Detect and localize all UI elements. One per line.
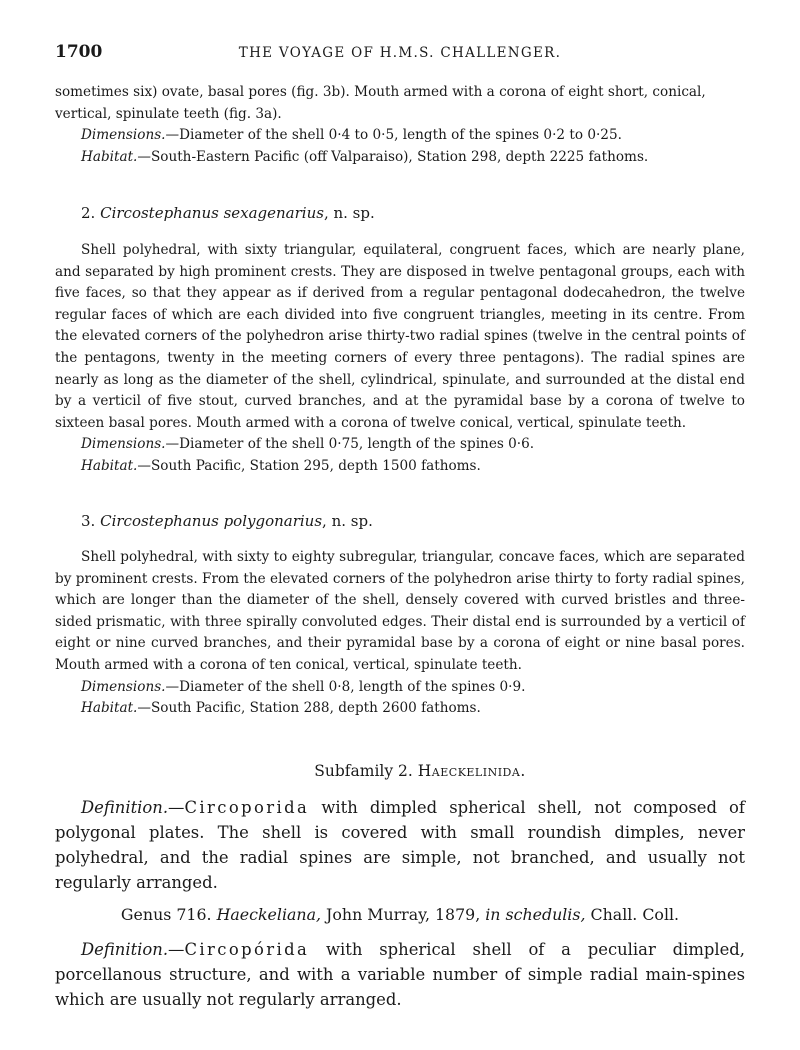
species-number: 3. (81, 512, 96, 530)
genus-heading (55, 905, 745, 924)
definition-label: Definition. (81, 940, 169, 959)
definition-text: with dimpled spherical shell, not composed of polygonal plates. The shell is covered with small roundish dimples, never polyhedral, and the radial spines are simple, not branched, and usually not regularly arranged. (55, 798, 745, 892)
dimensions-line (55, 677, 745, 699)
dimensions-label: Dimensions. (81, 127, 166, 144)
definition-group: Circoporida (184, 798, 310, 817)
subfamily-name: Haeckelinida. (417, 762, 526, 780)
dimensions-label: Dimensions. (81, 436, 166, 453)
species-1-continuation (55, 82, 745, 168)
running-head (55, 42, 745, 66)
dimensions-label: Dimensions. (81, 678, 166, 695)
genus-note: in schedulis, (485, 905, 586, 924)
habitat-line (55, 698, 745, 720)
dimensions-text: —Diameter of the shell 0·4 to 0·5, length of the spines 0·2 to 0·25. (165, 127, 622, 144)
genus-authority: John Murray, 1879, (321, 905, 486, 924)
definition-dash: — (168, 798, 185, 817)
definition-paragraph (55, 795, 745, 895)
species-heading (55, 203, 745, 225)
running-title: THE VOYAGE OF H.M.S. CHALLENGER. (238, 45, 562, 61)
species-description: Shell polyhedral, with sixty triangular, equilateral, congruent faces, which are nearly plane, and separated by high prominent crests. They are disposed in twelve pentagonal groups, each with five faces, so that they appear as if derived from a regular pentagonal dodecahedron, the twelve regular faces of which are each divided into five congruent triangles, meeting in its centre. From the elevated corners of the polyhedron arise thirty-two radial spines (twelve in the central points of the pentagons, twenty in the meeting corners of every three pentagons). The radial spines are nearly as long as the diameter of the shell, cylindrical, spinulate, and surrounded at the distal end by a verticil of five stout, curved branches, and at the pyramidal base by a corona of twelve to sixteen basal pores. Mouth armed with a corona of twelve conical, vertical, spinulate teeth. (55, 242, 745, 431)
genus-prefix: Genus 716. (120, 905, 212, 924)
habitat-line (55, 456, 745, 478)
habitat-label: Habitat. (81, 457, 138, 474)
species-2-body (55, 240, 745, 478)
dimensions-text: —Diameter of the shell 0·75, length of the spines 0·6. (165, 436, 535, 453)
species-2-section (55, 203, 745, 225)
subfamily-prefix: Subfamily 2. (314, 762, 413, 780)
species-suffix: , n. sp. (322, 512, 373, 530)
species-3-body (55, 547, 745, 720)
definition-paragraph (55, 937, 745, 1012)
subfamily-definition (55, 795, 745, 895)
definition-text: with spherical shell of a peculiar dimpled, porcellanous structure, and with a variable number of simple radial main-spines which are usually not regularly arranged. (55, 940, 745, 1009)
dimensions-text: —Diameter of the shell 0·8, length of the spines 0·9. (165, 678, 526, 695)
species-name: Circostephanus sexagenarius (100, 204, 324, 222)
dimensions-line (55, 125, 745, 147)
habitat-text: —South Pacific, Station 288, depth 2600 fathoms. (137, 700, 481, 717)
habitat-label: Habitat. (81, 148, 138, 165)
habitat-text: —South-Eastern Pacific (off Valparaiso), Station 298, depth 2225 fathoms. (137, 148, 649, 165)
definition-label: Definition. (81, 798, 169, 817)
habitat-line (55, 147, 745, 169)
definition-group: Circopórida (184, 940, 310, 959)
habitat-label: Habitat. (81, 700, 138, 717)
subfamily-heading (55, 762, 745, 780)
definition-dash: — (168, 940, 185, 959)
species-number: 2. (81, 204, 96, 222)
continued-text-line: sometimes six) ovate, basal pores (fig. 3b). Mouth armed with a corona of eight short, conical, (55, 84, 706, 100)
genus-definition (55, 937, 745, 1012)
dimensions-line (55, 434, 745, 456)
habitat-text: —South Pacific, Station 295, depth 1500 fathoms. (137, 457, 481, 474)
species-heading (55, 511, 745, 533)
species-name: Circostephanus polygonarius (100, 512, 323, 530)
continued-text-line: vertical, spinulate teeth (fig. 3a). (55, 105, 282, 122)
species-3-section (55, 511, 745, 533)
species-suffix: , n. sp. (323, 204, 375, 222)
page-number: 1700 (55, 42, 103, 62)
genus-collection: Chall. Coll. (585, 905, 680, 924)
species-description: Shell polyhedral, with sixty to eighty subregular, triangular, concave faces, which are separated by prominent crests. From the elevated corners of the polyhedron arise thirty to forty radial spines, which are longer than the diameter of the shell, densely covered with curved bristles and three-sided prismatic, with three spirally convoluted edges. Their distal end is surrounded by a verticil of eight or nine curved branches, and their pyramidal base by a corona of eight or nine basal pores. Mouth armed with a corona of ten conical, vertical, spinulate teeth. (55, 549, 745, 673)
genus-name: Haeckeliana, (216, 905, 322, 924)
